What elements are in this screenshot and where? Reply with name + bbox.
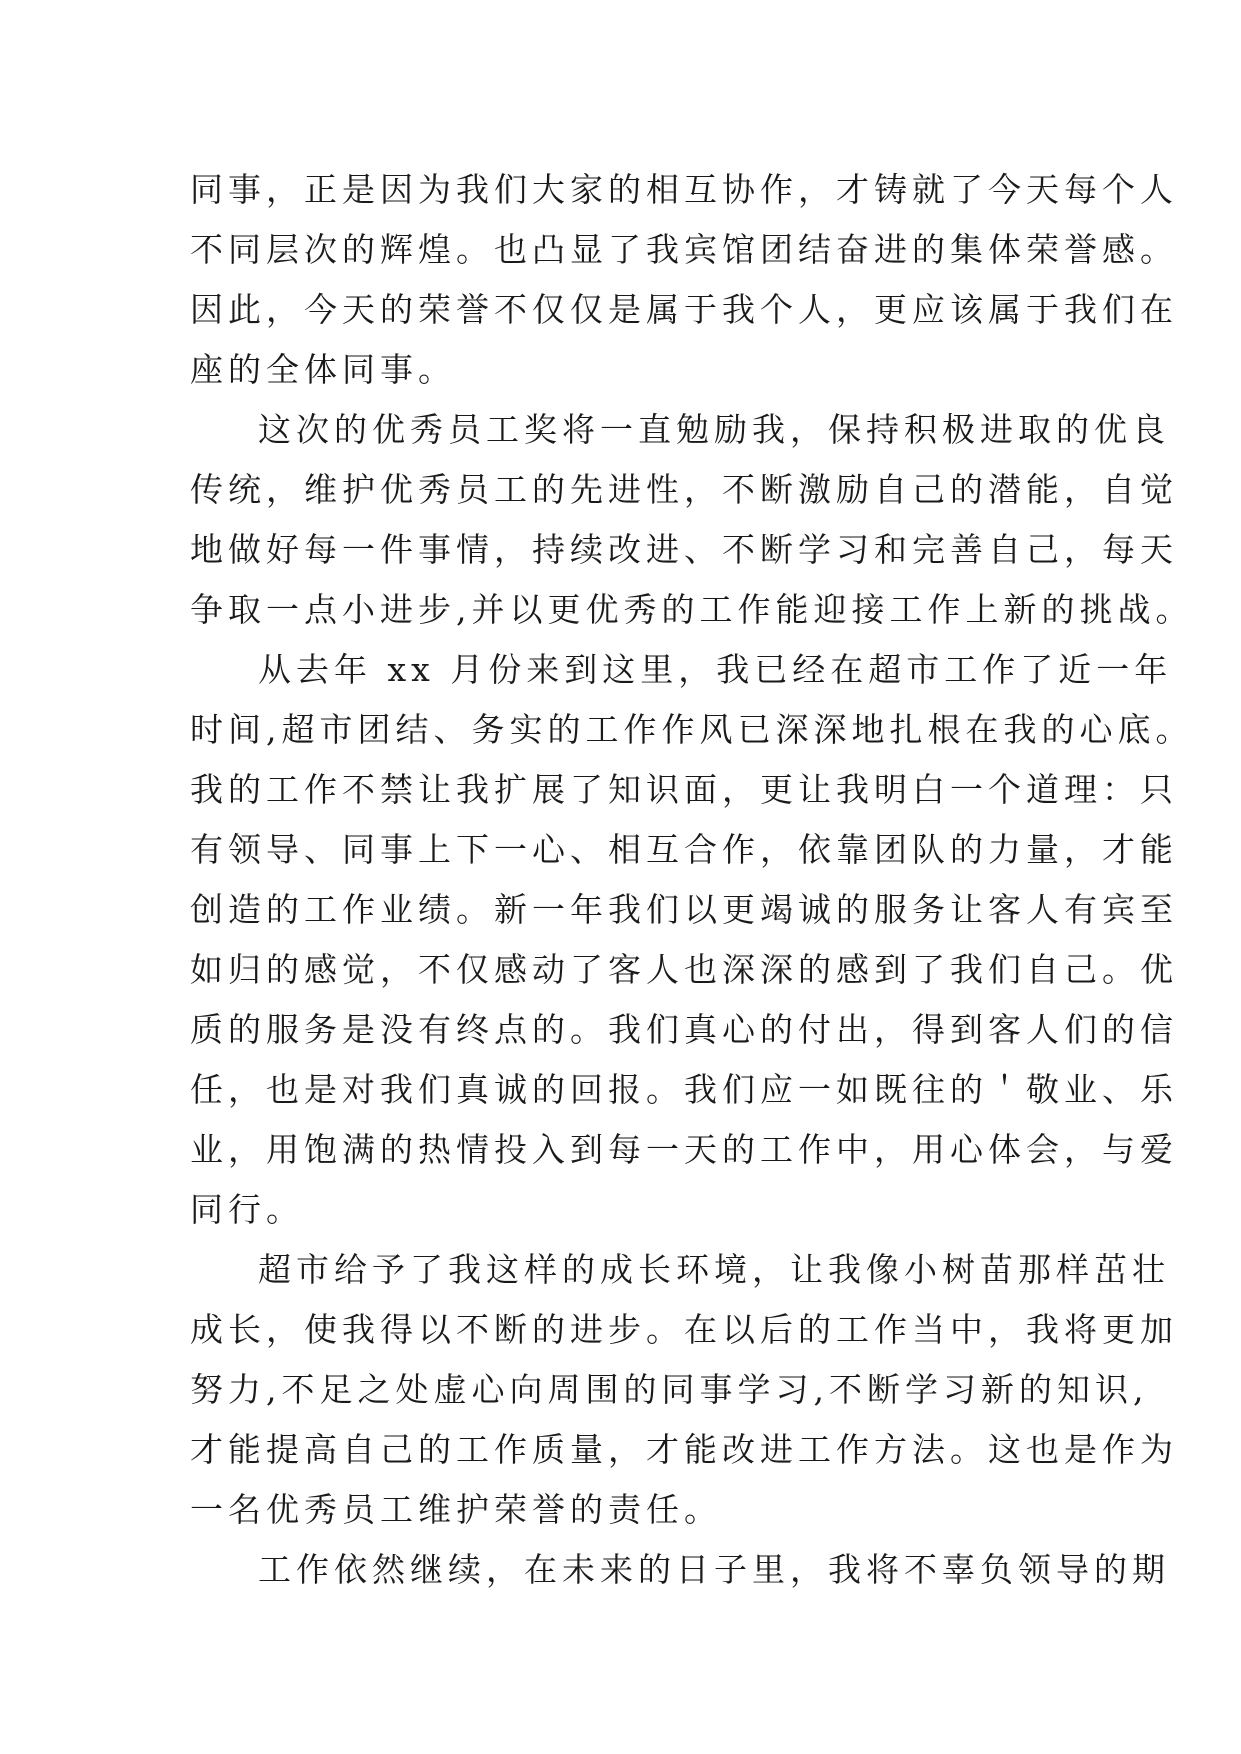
text-line: 不同层次的辉煌。也凸显了我宾馆团结奋进的集体荣誉感。 (190, 230, 1178, 269)
text-line: 超市给予了我这样的成长环境，让我像小树苗那样茁壮 (258, 1250, 1170, 1289)
text-line: 我的工作不禁让我扩展了知识面，更让我明白一个道理：只 (190, 770, 1178, 809)
text-line: 任，也是对我们真诚的回报。我们应一如既往的＇敬业、乐 (190, 1070, 1178, 1109)
body-text (190, 160, 1194, 1600)
text-line: 争取一点小进步,并以更优秀的工作能迎接工作上新的挑战。 (190, 590, 1194, 629)
text-line: 努力,不足之处虚心向周围的同事学习,不断学习新的知识, (190, 1370, 1149, 1409)
text-line: 业，用饱满的热情投入到每一天的工作中，用心体会，与爱 (190, 1130, 1178, 1169)
text-line: 工作依然继续，在未来的日子里，我将不辜负领导的期 (258, 1550, 1170, 1589)
text-line: 同事，正是因为我们大家的相互协作，才铸就了今天每个人 (190, 170, 1178, 209)
text-line: 座的全体同事。 (190, 350, 456, 389)
text-line: 地做好每一件事情，持续改进、不断学习和完善自己，每天 (190, 530, 1178, 569)
text-line: 一名优秀员工维护荣誉的责任。 (190, 1490, 722, 1529)
text-line: 质的服务是没有终点的。我们真心的付出，得到客人们的信 (190, 1010, 1178, 1049)
text-line: 传统，维护优秀员工的先进性，不断激励自己的潜能，自觉 (190, 470, 1178, 509)
text-line: 这次的优秀员工奖将一直勉励我，保持积极进取的优良 (258, 410, 1170, 449)
text-line: 才能提高自己的工作质量，才能改进工作方法。这也是作为 (190, 1430, 1178, 1469)
text-line: 成长，使我得以不断的进步。在以后的工作当中，我将更加 (190, 1310, 1178, 1349)
text-line: 创造的工作业绩。新一年我们以更竭诚的服务让客人有宾至 (190, 890, 1178, 929)
text-line: 如归的感觉，不仅感动了客人也深深的感到了我们自己。优 (190, 950, 1178, 989)
text-line: 因此，今天的荣誉不仅仅是属于我个人，更应该属于我们在 (190, 290, 1178, 329)
text-line: 有领导、同事上下一心、相互合作，依靠团队的力量，才能 (190, 830, 1178, 869)
text-line: 时间,超市团结、务实的工作作风已深深地扎根在我的心底。 (190, 710, 1194, 749)
text-line: 同行。 (190, 1190, 304, 1229)
text-line: 从去年 xx 月份来到这里，我已经在超市工作了近一年 (258, 650, 1173, 689)
